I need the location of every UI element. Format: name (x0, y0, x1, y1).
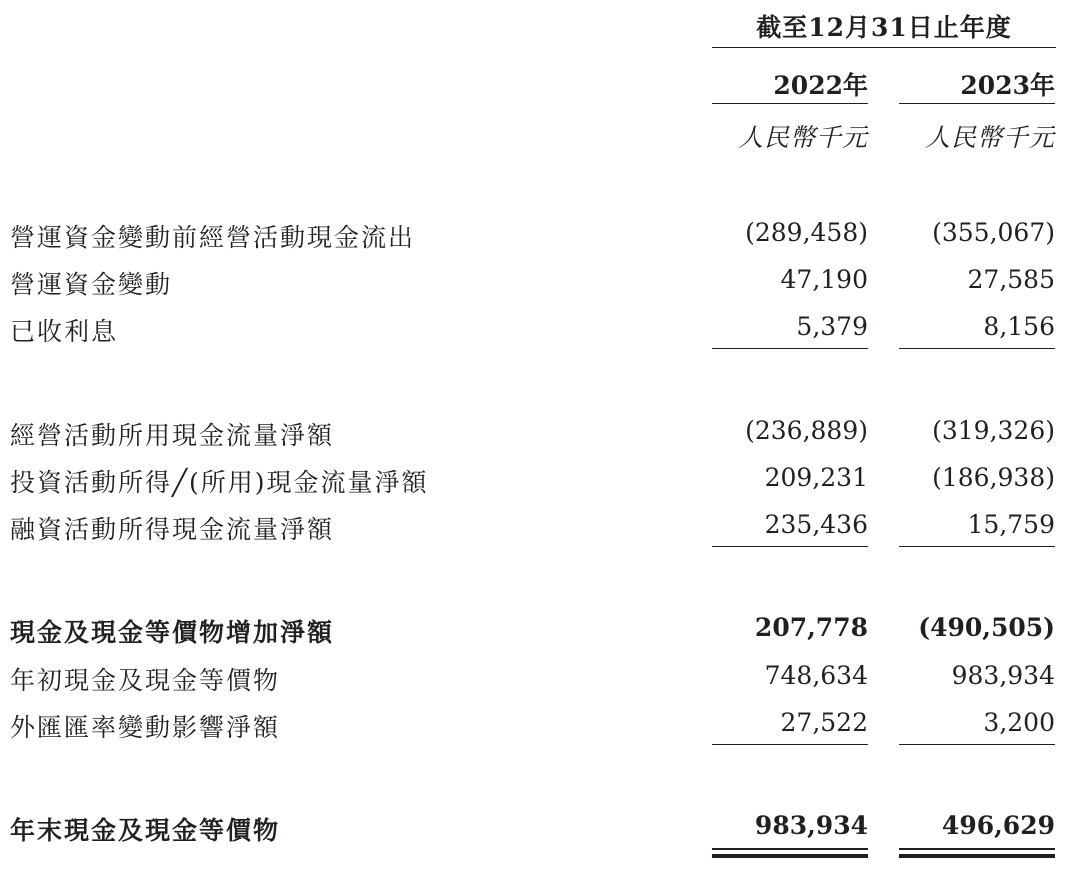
value-2022: (236,889) (745, 416, 868, 445)
value-2023: (319,326) (932, 416, 1055, 445)
value-2022: 5,379 (796, 312, 868, 341)
row-label: 年末現金及現金等價物 (10, 816, 281, 845)
subtotal-rule-2022 (712, 546, 868, 547)
table-row (0, 613, 1080, 653)
total-double-rule-2023 (899, 848, 1055, 858)
table-row (0, 708, 1080, 748)
table-row (0, 661, 1080, 701)
year-rule-2023 (899, 103, 1055, 104)
value-2022: 235,436 (764, 510, 868, 539)
value-2022: 983,934 (754, 811, 868, 840)
value-2022: 207,778 (754, 613, 868, 642)
value-2023: (355,067) (932, 218, 1055, 247)
value-2023: 8,156 (983, 312, 1055, 341)
value-2022: 748,634 (764, 661, 868, 690)
row-label: 現金及現金等價物增加淨額 (10, 618, 335, 647)
table-row (0, 463, 1080, 503)
table-row (0, 218, 1080, 258)
total-double-rule-2022 (712, 848, 868, 858)
header-rule (712, 47, 1056, 48)
row-label: 已收利息 (10, 317, 119, 346)
value-2023: 983,934 (951, 661, 1055, 690)
year-2022-heading: 2022年 (773, 71, 868, 100)
unit-2022: 人民幣千元 (737, 123, 868, 152)
value-2023: 27,585 (967, 265, 1055, 294)
subtotal-rule-2022 (712, 744, 868, 745)
row-label: 營運資金變動 (10, 270, 173, 299)
row-label: 融資活動所得現金流量淨額 (10, 515, 335, 544)
subtotal-rule-2023 (899, 744, 1055, 745)
value-2022: 209,231 (764, 463, 868, 492)
value-2023: 496,629 (941, 811, 1055, 840)
row-label: 經營活動所用現金流量淨額 (10, 421, 335, 450)
table-row (0, 265, 1080, 305)
year-rule-2022 (712, 103, 868, 104)
table-row (0, 312, 1080, 352)
value-2022: 47,190 (780, 265, 868, 294)
table-row (0, 416, 1080, 456)
row-label: 外匯匯率變動影響淨額 (10, 713, 281, 742)
unit-2023: 人民幣千元 (924, 123, 1055, 152)
total-row (0, 811, 1080, 851)
period-header: 截至12月31日止年度 (756, 13, 1012, 42)
subtotal-rule-2023 (899, 348, 1055, 349)
value-2023: (186,938) (932, 463, 1055, 492)
value-2022: 27,522 (780, 708, 868, 737)
row-label: 營運資金變動前經營活動現金流出 (10, 223, 416, 252)
value-2023: (490,505) (918, 613, 1055, 642)
year-2023-heading: 2023年 (960, 71, 1055, 100)
value-2023: 15,759 (967, 510, 1055, 539)
row-label: 年初現金及現金等價物 (10, 666, 281, 695)
table-row (0, 510, 1080, 550)
subtotal-rule-2022 (712, 348, 868, 349)
subtotal-rule-2023 (899, 546, 1055, 547)
value-2022: (289,458) (745, 218, 868, 247)
value-2023: 3,200 (983, 708, 1055, 737)
row-label: 投資活動所得╱(所用)現金流量淨額 (10, 468, 429, 497)
